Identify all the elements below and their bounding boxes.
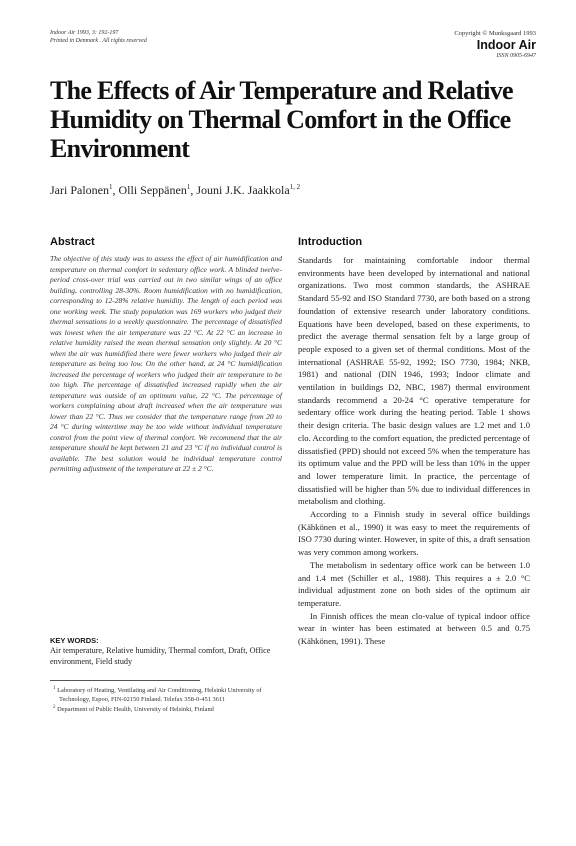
author-separator: , [112, 183, 119, 197]
intro-paragraph: According to a Finnish study in several office buildings (Kähkönen et al., 1990) it was easy to meet the requirements of ISO 7730 during winter. However, in spite of this, a draft sensation was very common among workers. [298, 509, 530, 558]
copyright-line: Copyright © Munksgaard 1993 [454, 30, 536, 37]
abstract-section [50, 236, 282, 475]
journal-header [454, 29, 536, 61]
article-title: The Effects of Air Temperature and Relative Humidity on Thermal Comfort in the Office Environment [50, 76, 513, 163]
author-list [50, 183, 300, 198]
footnote-mark: 2 [53, 705, 56, 711]
intro-paragraph: In Finnish offices the mean clo-value of typical indoor office wear in winter has been estimated at between 0.5 and 0.75 (Kähkönen, 1991). These [298, 610, 530, 647]
intro-paragraph: The metabolism in sedentary office work can be between 1.0 and 1.4 met (Schiller et al., 1988). This requires a ± 2.0 °C individual adjustment zone on both sides of the optimum air temperature. [298, 559, 530, 608]
footnote-mark: 1 [53, 686, 56, 691]
introduction-heading: Introduction [298, 236, 363, 248]
journal-issn: ISSN 0905-6947 [496, 53, 536, 59]
author-name: Jouni J.K. Jaakkola [196, 183, 290, 197]
author-affiliation: 1 [109, 183, 113, 191]
author-affiliation: 1, 2 [289, 183, 301, 191]
journal-name: Indoor Air [476, 38, 536, 52]
journal-citation: Indoor Air 1993, 3: 192-197 [50, 30, 119, 36]
author-separator: , [190, 183, 197, 197]
abstract-heading: Abstract [50, 236, 95, 248]
keywords-label: KEY WORDS: [50, 636, 99, 645]
footnote [50, 685, 282, 704]
footnotes [50, 685, 282, 715]
abstract-text: The objective of this study was to assess the effect of air humidification and temperature on thermal comfort in sedentary office work. A blinded twelve-period cross-over trial was carried out in two similar wings of an office building, controlling 28-30%. Room humidification with no humidification, corresponding to 12-28% relative humidity. The length of each period was one working week. The study population was 169 workers who judged their thermal sensations in a weekly questionnaire. The percentage of dissatisfied was lowest when the air temperature was 22 °C. At 22 °C an increase in relative humidity raised the mean thermal sensation only slightly. At 20 °C when the air was humidified there were fewer workers who judged their air temperature as being too low. On the other hand, at 24 °C humidification increased the percentage of workers who judged their air temperature to be too high. The percentage of dissatisfied increased rapidly when the air temperature was outside of an optimum value, 22 °C. The percentage of workers complaining about draft increased when the air temperature was lower than 22 °C. Thus we consider that the temperature range from 20 to 24 °C during wintertime may be too wide without individual temperature control from the point view of thermal comfort. We recommend that the air temperature should be kept between 21 and 23 °C if no individual control is available. The best solution would be individual temperature control permitting adjustment of the temperature at 22 ± 2 °C. [50, 254, 282, 473]
author-affiliation: 1 [186, 183, 191, 191]
footnote [50, 704, 282, 715]
footnote-divider [50, 680, 200, 681]
footnote-text: Department of Public Health, University of Helsinki, Finland [57, 706, 214, 714]
journal-print-note: Printed in Denmark . All rights reserved [50, 38, 147, 44]
author-name: Olli Seppänen [118, 183, 187, 197]
keywords-section [50, 636, 282, 667]
footnote-text: Laboratory of Heating, Ventilating and Air Conditioning, Helsinki University of Technology, Espoo, FIN-02150 Finland. Telefax 358-0-451 3611 [57, 687, 262, 703]
author-name: Jari Palonen [50, 183, 109, 197]
keywords-text: Air temperature, Relative humidity, Thermal comfort, Draft, Office environment, Field study [50, 646, 271, 666]
intro-paragraph: Standards for maintaining comfortable indoor thermal environments have been developed by international and national organizations. Two most common standards, the ASHRAE Standard 55-92 and ISO Standard 7730, are both based on a strong foundation of extensive research under laboratory conditions. Equations have been developed, based on these experiments, to predict the average thermal sensation felt by a large group of people exposed to a given set of thermal conditions. Most of the international (ASHRAE 55-92, 1992; ISO 7730, 1984; NKB, 1981) and national (DIN 1946, 1993; Indoor climate and ventilation in buildings D2, NBC, 1987) thermal environment standards recommend a 20-24 °C operative temperature for sedentary office work during the heating period. Table 1 shows their design criteria. The basic design values are 1.2 met and 1.0 clo. According to the comfort equation, the predicted percentage of dissatisfied (PPD) should not exceed 5% when the temperature has its optimum value and the PPD will be less than 10% in the upper and lower temperature limit. In practice, the percentage of dissatisfied will be higher than 5% due to individual differences in metabolism and clothing. [298, 255, 530, 507]
journal-citation-block [50, 29, 147, 45]
introduction-section [298, 236, 530, 648]
